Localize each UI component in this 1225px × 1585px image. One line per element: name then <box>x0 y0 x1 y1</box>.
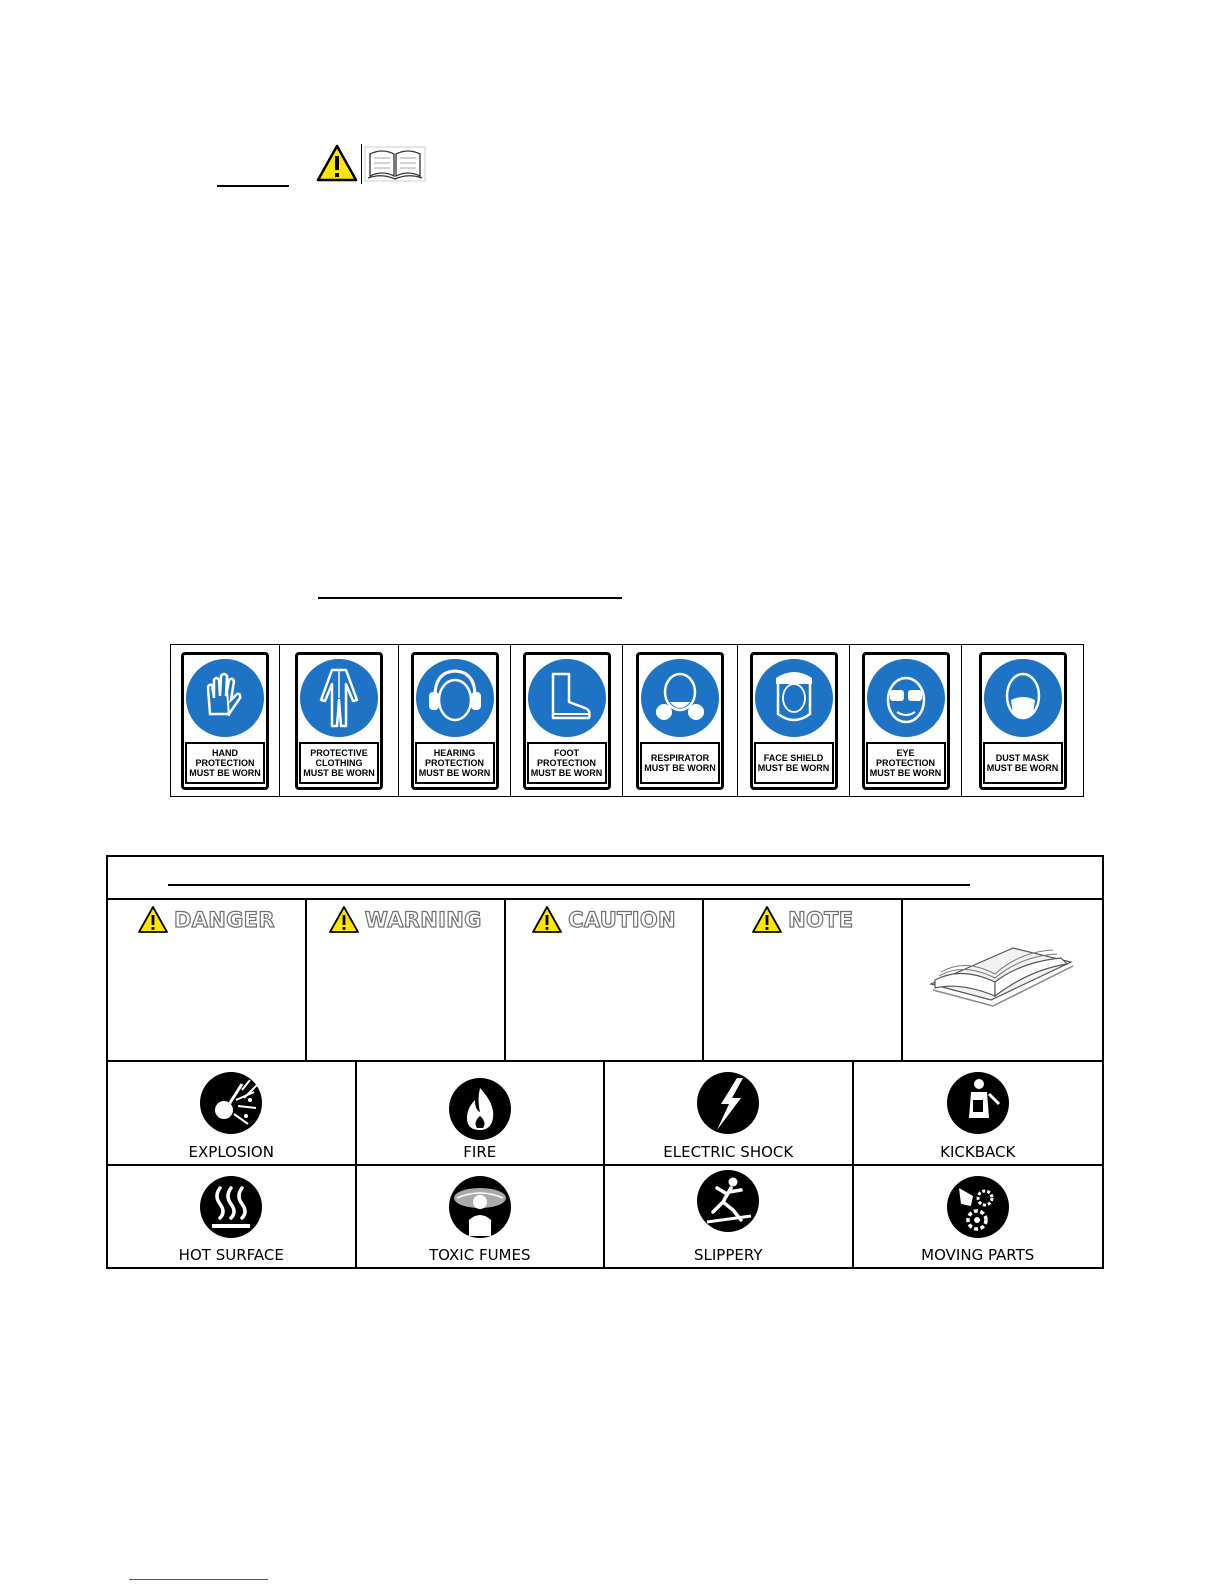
warning-triangle-icon <box>752 906 782 933</box>
signal-words-row <box>108 900 1102 1062</box>
hazard-label: TOXIC FUMES <box>429 1246 531 1264</box>
slippery-icon <box>695 1168 761 1234</box>
hazard-cell <box>108 1062 357 1164</box>
signal-word: NOTE <box>788 907 854 932</box>
warning-triangle-icon <box>532 906 562 933</box>
hazard-icons-row <box>108 1062 1102 1166</box>
coverall-icon <box>299 658 379 738</box>
hazard-cell <box>854 1166 1103 1267</box>
manual-cell <box>903 900 1102 1060</box>
hazard-label: MOVING PARTS <box>921 1246 1035 1264</box>
ppe-cell <box>280 645 399 796</box>
ppe-signs-table <box>170 644 1084 797</box>
table-title-row <box>108 857 1102 900</box>
header-divider <box>361 144 362 184</box>
gloves-icon <box>185 658 265 738</box>
ppe-sign <box>523 652 611 790</box>
signal-cell-warning <box>307 900 506 1060</box>
hazard-label: ELECTRIC SHOCK <box>663 1143 794 1161</box>
ppe-sign-label: FACE SHIELD MUST BE WORN <box>754 742 834 784</box>
footer-link-underline[interactable] <box>129 1579 268 1580</box>
hazard-icons-row <box>108 1166 1102 1267</box>
electric-shock-icon <box>695 1070 761 1136</box>
ppe-sign <box>636 652 724 790</box>
warning-triangle-icon <box>138 906 168 933</box>
hazard-cell <box>605 1062 854 1164</box>
hazard-cell <box>108 1166 357 1267</box>
hot-surface-icon <box>198 1174 264 1240</box>
ppe-sign <box>295 652 383 790</box>
signal-cell-danger <box>108 900 307 1060</box>
signal-word: WARNING <box>364 907 482 932</box>
boot-icon <box>527 658 607 738</box>
ppe-cell <box>738 645 850 796</box>
ear-muffs-icon <box>415 658 495 738</box>
hazard-label: SLIPPERY <box>694 1246 763 1264</box>
ppe-sign-label: RESPIRATOR MUST BE WORN <box>640 742 720 784</box>
moving-parts-icon <box>945 1174 1011 1240</box>
signal-cell-caution <box>506 900 705 1060</box>
ppe-sign-label: HAND PROTECTION MUST BE WORN <box>185 742 265 784</box>
ppe-cell <box>399 645 511 796</box>
signal-word: CAUTION <box>568 907 676 932</box>
hazard-cell <box>854 1062 1103 1164</box>
signal-word: DANGER <box>173 907 275 932</box>
warning-triangle-icon <box>316 144 358 182</box>
signal-cell-note <box>704 900 903 1060</box>
hazard-cell <box>357 1062 606 1164</box>
ppe-sign <box>862 652 950 790</box>
kickback-icon <box>945 1070 1011 1136</box>
section-rule <box>318 597 622 599</box>
face-shield-icon <box>754 658 834 738</box>
ppe-cell <box>850 645 962 796</box>
ppe-sign-label: EYE PROTECTION MUST BE WORN <box>866 742 946 784</box>
title-rule <box>168 884 970 886</box>
header-rule <box>217 185 289 187</box>
ppe-cell <box>962 645 1083 796</box>
respirator-icon <box>640 658 720 738</box>
hazard-cell <box>357 1166 606 1267</box>
ppe-sign-label: PROTECTIVE CLOTHING MUST BE WORN <box>299 742 379 784</box>
hazard-label: EXPLOSION <box>188 1143 274 1161</box>
ppe-sign-label: FOOT PROTECTION MUST BE WORN <box>527 742 607 784</box>
explosion-icon <box>198 1070 264 1136</box>
ppe-cell <box>171 645 280 796</box>
open-book-icon <box>921 922 1081 1022</box>
hazard-cell <box>605 1166 854 1267</box>
fire-icon <box>447 1076 513 1142</box>
ppe-sign <box>979 652 1067 790</box>
hazard-symbols-table <box>106 855 1104 1269</box>
hazard-label: KICKBACK <box>940 1143 1016 1161</box>
toxic-fumes-icon <box>447 1174 513 1240</box>
hazard-label: HOT SURFACE <box>178 1246 284 1264</box>
ppe-cell <box>511 645 623 796</box>
ppe-sign <box>750 652 838 790</box>
goggles-icon <box>866 658 946 738</box>
warning-triangle-icon <box>329 906 359 933</box>
manual-book-icon <box>364 146 426 182</box>
ppe-sign <box>181 652 269 790</box>
hazard-label: FIRE <box>463 1143 497 1161</box>
ppe-sign-label: HEARING PROTECTION MUST BE WORN <box>415 742 495 784</box>
ppe-sign-label: DUST MASK MUST BE WORN <box>983 742 1063 784</box>
ppe-cell <box>623 645 738 796</box>
dust-mask-icon <box>983 658 1063 738</box>
ppe-sign <box>411 652 499 790</box>
